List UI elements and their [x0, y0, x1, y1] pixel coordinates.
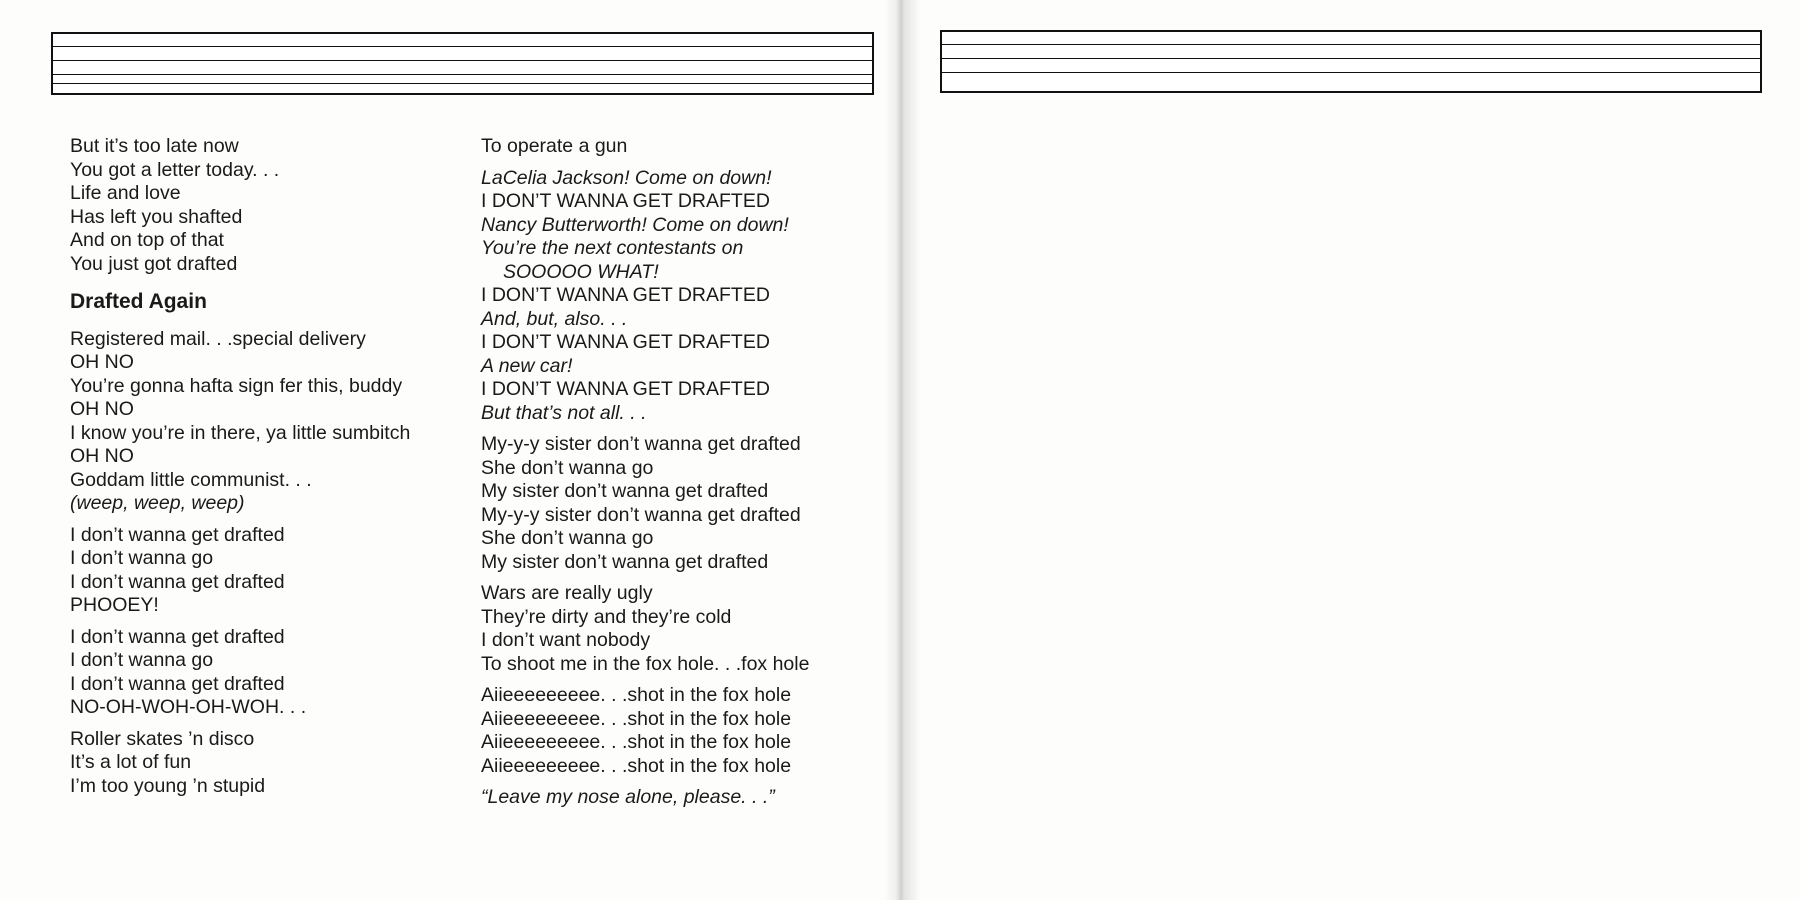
lyric-line: Goddam little communist. . .	[70, 468, 312, 491]
lyric-line: A new car!	[481, 354, 573, 377]
left-page	[0, 0, 896, 900]
lyric-line: PHOOEY!	[70, 594, 159, 616]
lyric-line: “Leave my nose alone, please. . .”	[481, 786, 775, 808]
lyric-line: Registered mail. . .special delivery	[70, 327, 366, 350]
lyric-line: You’re the next contestants on	[481, 237, 744, 259]
lyric-line: And on top of that	[70, 229, 224, 251]
lyric-line: NO-OH-WOH-OH-WOH. . .	[70, 696, 307, 718]
lyric-line: I don’t wanna go	[70, 649, 214, 671]
lyric-line: My-y-y sister don’t wanna get drafted	[481, 503, 801, 526]
lyric-line: My sister don’t wanna get drafted	[481, 550, 769, 573]
lyric-line: I don’t wanna go	[70, 547, 214, 569]
right-page	[904, 0, 1800, 900]
book-gutter	[884, 0, 920, 900]
lyric-line: I don’t wanna get drafted	[70, 523, 285, 546]
lyric-line: SOOOOO WHAT!	[503, 260, 659, 283]
lyric-line: Life and love	[70, 182, 181, 204]
stanza	[481, 135, 881, 159]
stanza	[70, 524, 470, 618]
music-staff-right	[940, 30, 1762, 93]
lyric-line: Roller skates ’n disco	[70, 727, 255, 750]
stanza	[70, 626, 470, 720]
lyric-line: I don’t wanna get drafted	[70, 625, 285, 648]
lyric-line: To shoot me in the fox hole. . .fox hole	[481, 652, 810, 675]
lyric-line: I DON’T WANNA GET DRAFTED	[481, 284, 770, 306]
stanza	[481, 167, 881, 426]
song-title: Drafted Again	[70, 290, 207, 313]
lyric-line: It’s a lot of fun	[70, 751, 192, 773]
lyric-line: Aiieeeeeeeee. . .shot in the fox hole	[481, 731, 792, 753]
lyric-line: I DON’T WANNA GET DRAFTED	[481, 331, 770, 353]
stanza	[70, 728, 470, 799]
lyrics-column-b	[481, 135, 881, 818]
lyric-line: OH NO	[70, 398, 134, 420]
lyric-line: I don’t wanna get drafted	[70, 570, 285, 593]
lyric-line: I know you’re in there, ya little sumbitch	[70, 421, 411, 444]
lyric-line: I’m too young ’n stupid	[70, 774, 266, 797]
lyric-line: You’re gonna hafta sign fer this, buddy	[70, 374, 403, 397]
lyric-line: She don’t wanna go	[481, 527, 654, 549]
lyric-line: Aiieeeeeeeee. . .shot in the fox hole	[481, 684, 792, 706]
lyric-line: To operate a gun	[481, 135, 628, 157]
lyric-line: And, but, also. . .	[481, 307, 628, 330]
lyric-line: My-y-y sister don’t wanna get drafted	[481, 433, 801, 455]
lyric-line: Aiieeeeeeeee. . .shot in the fox hole	[481, 707, 792, 730]
lyric-line: She don’t wanna go	[481, 456, 654, 479]
lyric-line: Nancy Butterworth! Come on down!	[481, 213, 789, 236]
music-staff-left	[51, 32, 874, 95]
stanza-intro	[70, 135, 470, 276]
stanza	[481, 684, 881, 778]
lyric-line: Aiieeeeeeeee. . .shot in the fox hole	[481, 754, 792, 777]
lyric-line: OH NO	[70, 351, 134, 373]
lyric-line: I don’t want nobody	[481, 629, 651, 651]
lyric-line: (weep, weep, weep)	[70, 492, 245, 514]
lyrics-column-a	[70, 135, 470, 806]
stanza	[70, 328, 470, 516]
stanza	[481, 582, 881, 676]
lyric-line: I DON’T WANNA GET DRAFTED	[481, 190, 770, 212]
lyric-line: OH NO	[70, 445, 134, 467]
stanza	[481, 786, 881, 810]
stanza	[481, 433, 881, 574]
lyric-line: I DON’T WANNA GET DRAFTED	[481, 378, 770, 400]
lyric-line: My sister don’t wanna get drafted	[481, 480, 769, 502]
lyric-line: Wars are really ugly	[481, 582, 653, 604]
lyric-line: I don’t wanna get drafted	[70, 672, 285, 695]
lyric-line: But that’s not all. . .	[481, 401, 647, 424]
lyric-line: They’re dirty and they’re cold	[481, 605, 732, 628]
lyric-line: You just got drafted	[70, 252, 238, 275]
lyric-line: LaCelia Jackson! Come on down!	[481, 166, 772, 189]
lyric-line: Has left you shafted	[70, 205, 243, 228]
lyric-line: You got a letter today. . .	[70, 158, 280, 181]
lyric-line: But it’s too late now	[70, 135, 239, 157]
